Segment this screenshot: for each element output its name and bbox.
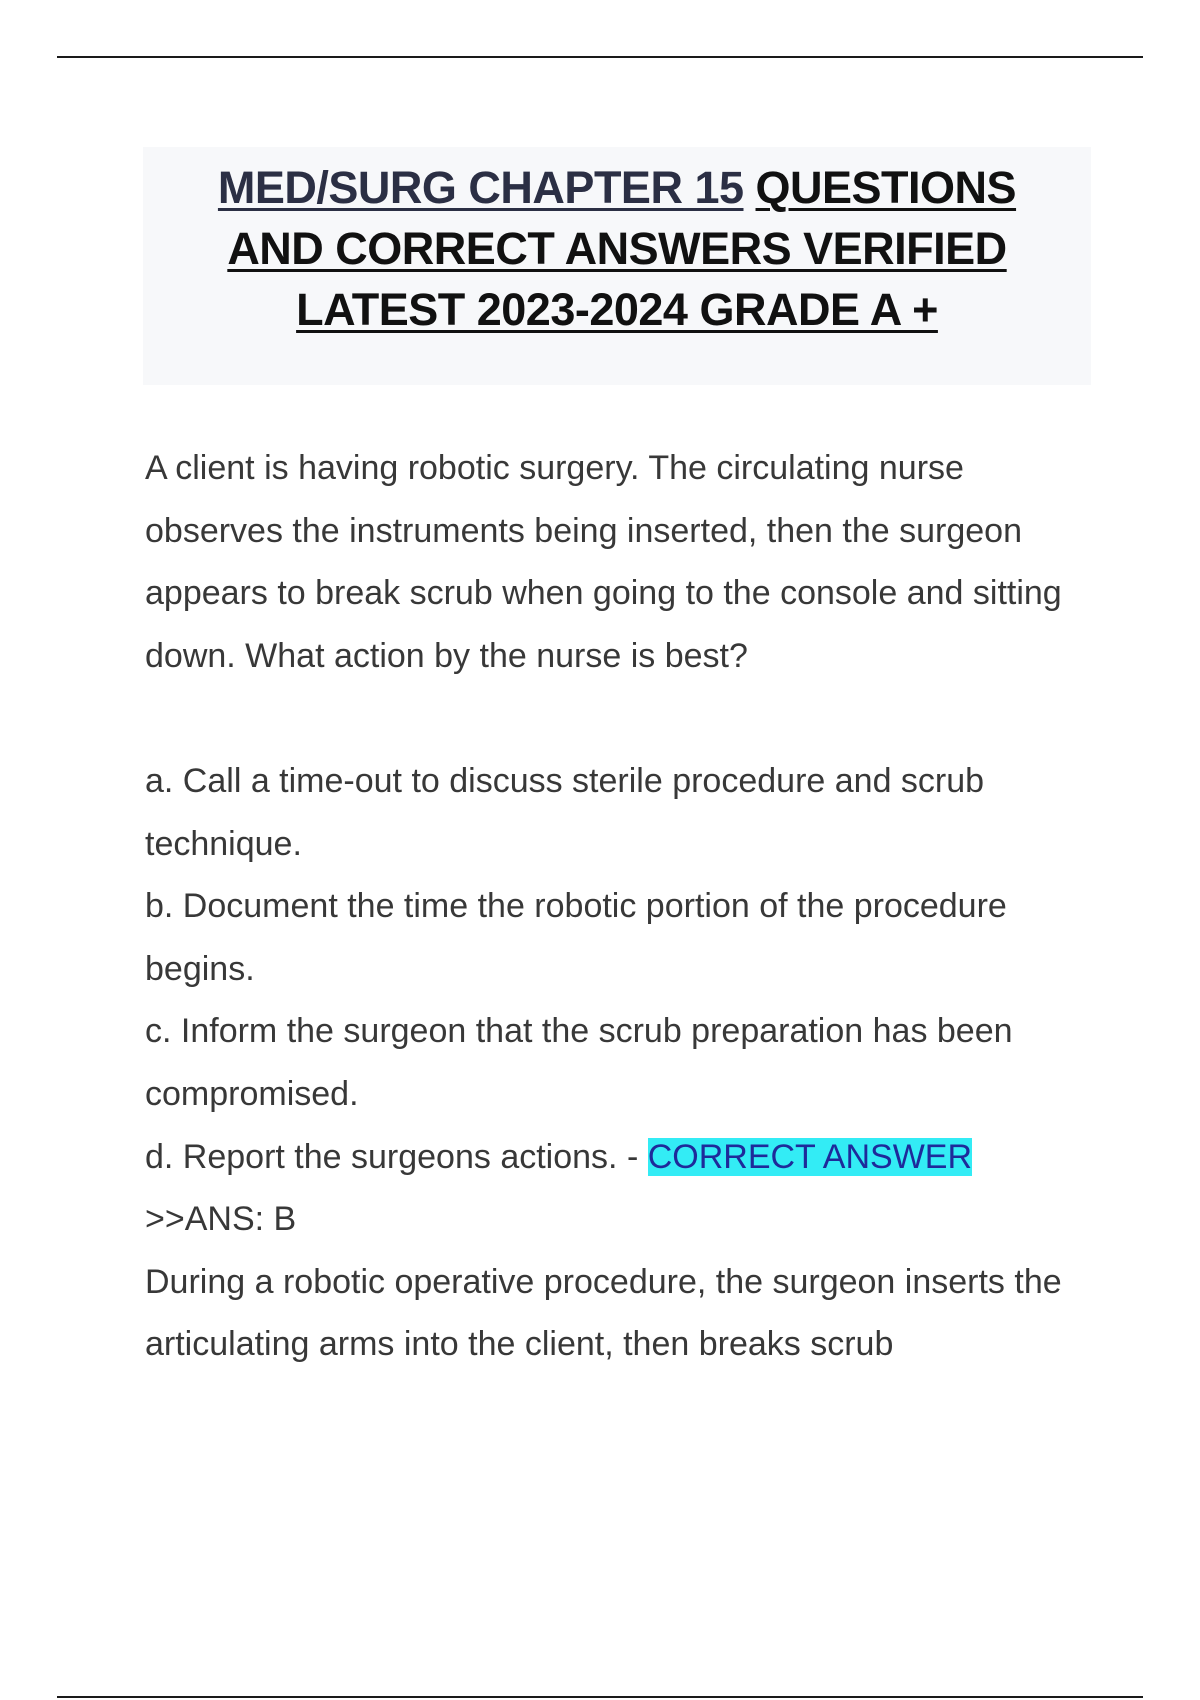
answer-key: >>ANS: B bbox=[145, 1200, 297, 1239]
title-part-1: MED/SURG CHAPTER 15 bbox=[217, 162, 744, 213]
option-c: c. Inform the surgeon that the scrub preparation has been compromised. bbox=[145, 1012, 1013, 1113]
title-part-4: LATEST 2023-2024 GRADE A + bbox=[296, 284, 938, 335]
top-rule bbox=[57, 56, 1143, 58]
option-d bbox=[145, 1126, 1105, 1189]
option-b: b. Document the time the robotic portion of the procedure begins. bbox=[145, 887, 1007, 988]
option-a: a. Call a time-out to discuss sterile procedure and scrub technique. bbox=[145, 761, 985, 863]
question-text: A client is having robotic surgery. The circulating nurse observes the instruments being inserted, then the surgeon appears to break scrub when going to the console and sitting down. What action by the nurse is best? bbox=[145, 449, 1062, 675]
document-title bbox=[143, 157, 1091, 340]
option-d-text: d. Report the surgeons actions. - bbox=[145, 1137, 648, 1176]
title-part-2: QUESTIONS bbox=[755, 162, 1017, 213]
bottom-rule bbox=[57, 1696, 1143, 1698]
rationale-text: During a robotic operative procedure, the surgeon inserts the articulating arms into the client, then breaks scrub bbox=[145, 1262, 1062, 1364]
title-part-3: AND CORRECT ANSWERS VERIFIED bbox=[227, 223, 1007, 274]
document-body bbox=[145, 437, 1105, 1376]
title-banner bbox=[143, 147, 1091, 385]
correct-answer-label: CORRECT ANSWER bbox=[647, 1137, 973, 1176]
paragraph-gap bbox=[145, 687, 1105, 750]
